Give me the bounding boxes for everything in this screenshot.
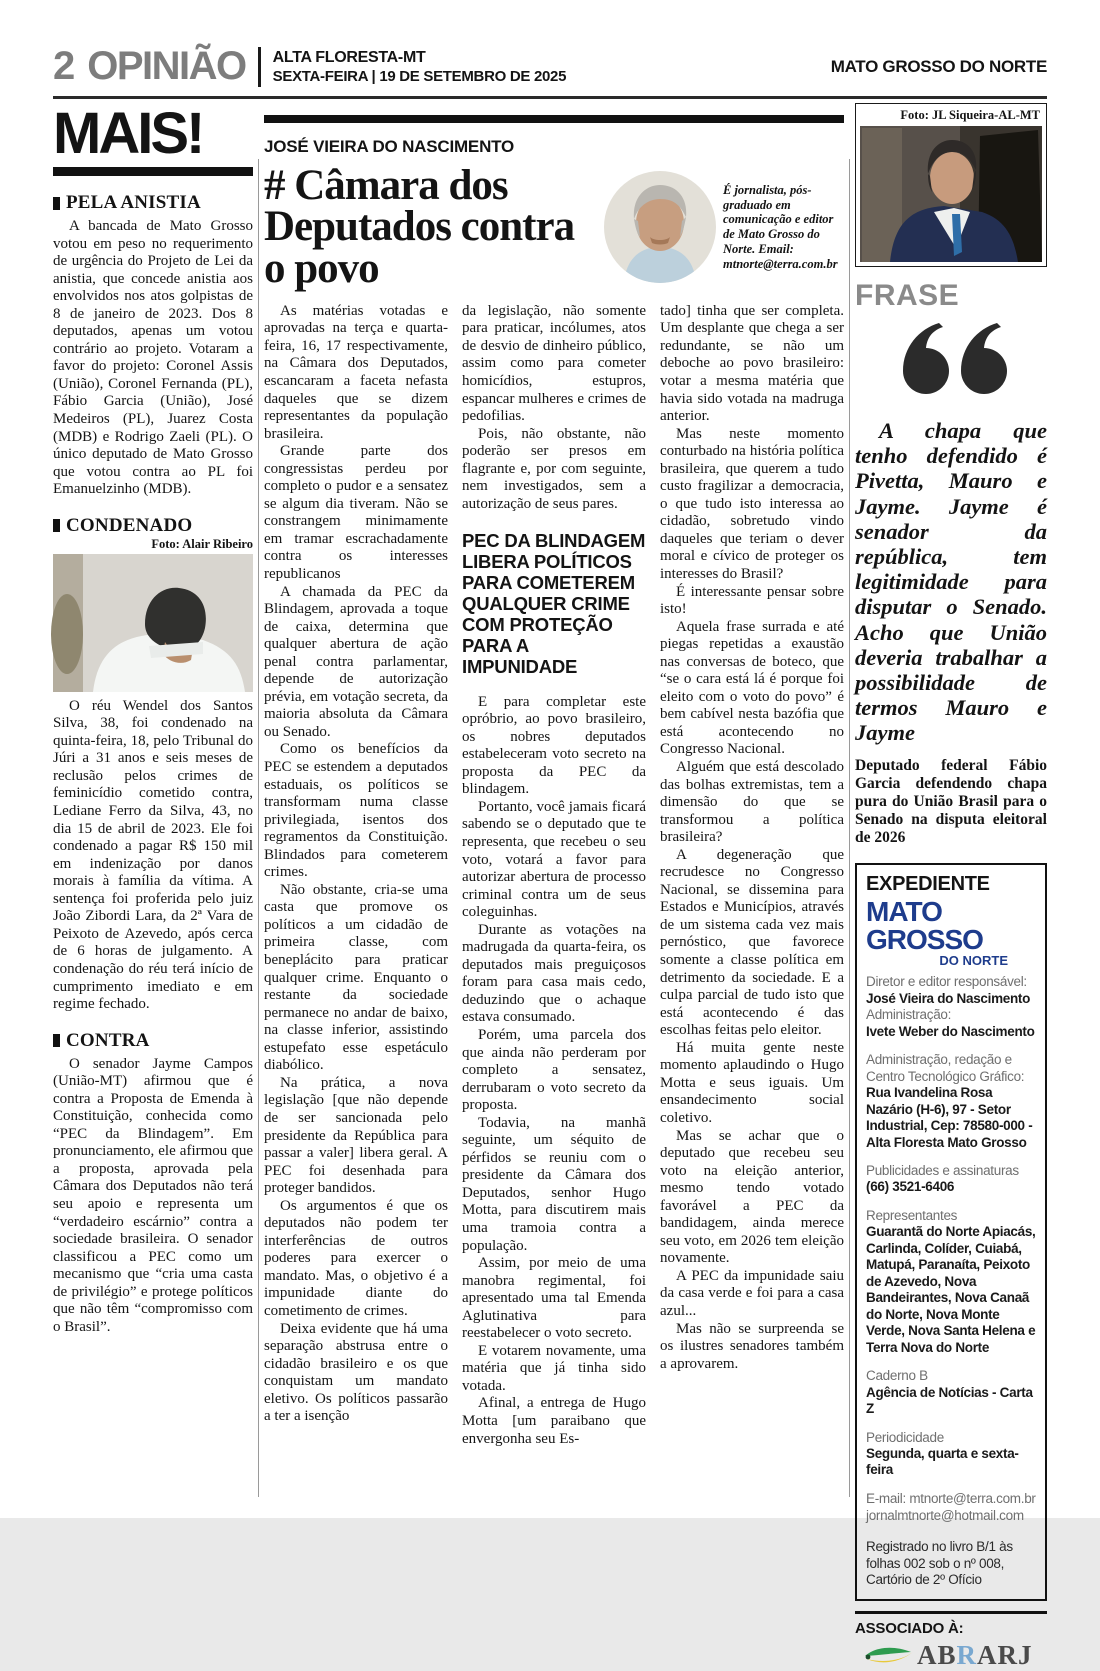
expediente-logo-line1: MATO GROSSO	[866, 896, 983, 956]
expediente-group	[866, 1007, 1036, 1040]
section-title-text: CONDENADO	[66, 514, 193, 536]
expediente-value: José Vieira do Nascimento	[866, 990, 1031, 1006]
mais-rule	[53, 167, 253, 176]
square-bullet-icon	[53, 519, 60, 532]
masthead: MATO GROSSO DO NORTE	[830, 56, 1047, 76]
expediente-label: Representantes	[866, 1207, 958, 1223]
paragraph: A degeneração que recrudesce no Congresso Nacional, se dissemina para Estados e Municípios, através de um sistema cada vez mais pernóstico, que favorece somente a classe política em detrimento da sociedade. E a culpa parcial de tudo isto que está acontecendo é das escolhas feitas pelo eleitor.	[660, 846, 844, 1039]
abrarj-logo	[863, 1640, 1047, 1671]
article-headline: # Câmara dos Deputados contra o povo	[264, 162, 575, 292]
expediente-label: Administração:	[866, 1007, 952, 1023]
paragraph: O réu Wendel dos Santos Silva, 38, foi condenado na quinta-feira, 18, pelo Tribunal do Júri a 31 anos e seis meses de reclusão pelos crimes de feminicídio cometido contra, Lediane Ferro da Silva, 43, no dia 15 de abril de 2023. Ele foi condenado a pagar R$ 150 mil em indenização por danos morais à família da vítima. A sentença foi proferida pelo juiz João Zibordi Lara, da 2ª Vara de Peixoto de Azevedo, após cerca de 6 horas de julgamento. A condenação do réu terá início de cumprimento imediato e em regime fechado.	[53, 697, 253, 1013]
expediente-title: EXPEDIENTE	[866, 873, 990, 896]
paragraph: Na prática, a nova legislação [que não depende de ser sancionada pelo presidente da República para passar a valer] libera geral. A PEC foi desenhada para proteger bandidos.	[264, 1074, 448, 1197]
section-title-text: PELA ANISTIA	[66, 192, 201, 213]
paragraph: Não obstante, cria-se uma casta que promove os políticos a um cidadão de primeira classe, com beneplácito para praticar qualquer crime. Enquanto o restante da sociedade permanece no andar de baixo, na classe inferior, assistindo estupefato esse espetáculo diabólico.	[264, 881, 448, 1074]
square-bullet-icon	[53, 1034, 60, 1047]
paragraph: E-mail: mtnorte@terra.com.br	[866, 1490, 1036, 1506]
expediente-group	[866, 1208, 1036, 1356]
column-divider	[849, 159, 850, 1497]
pela-anistia-body	[53, 218, 253, 499]
paragraph: da legislação, não somente para praticar, incólumes, atos de desvio de dinheiro público, assim como para cometer homicídios, estupros, espancar mulheres e crimes de pedofilias.	[462, 302, 646, 425]
section-title-text: CONTRA	[66, 1029, 150, 1051]
article-col-3	[660, 303, 844, 1448]
paragraph: As matérias votadas e aprovadas na terça e quarta-feira, 16, 17 respectivamente, na Câmara dos Deputados, escancaram a faceta nefasta daqueles que se dizem representantes da população brasileira.	[264, 302, 448, 442]
col2-continuation	[462, 303, 646, 514]
pull-quote-emph: IMPUNIDADE	[462, 655, 578, 677]
expediente-group	[866, 1368, 1036, 1417]
paragraph: E votarem novamente, uma matéria que já tinha sido votada.	[462, 1342, 646, 1394]
paragraph: Pois, não obstante, não poderão ser presos em flagrante e, por com seguinte, nem investigados, sem a autorização de seus pares.	[462, 425, 646, 512]
paragraph: jornalmtnorte@hotmail.com	[866, 1507, 1024, 1523]
paragraph: A PEC da impunidade saiu da casa verde e foi para a casa azul...	[660, 1267, 844, 1319]
expediente-label: Caderno B	[866, 1368, 928, 1384]
expediente-value: Agência de Notícias - Carta Z	[866, 1384, 1033, 1417]
author-block	[604, 171, 845, 283]
mais-brand: MAIS!	[53, 101, 203, 166]
paragraph: Como os benefícios da PEC se estendem a deputados estaduais, os políticos se transformam numa classe privilegiada, isentos dos regramentos da Constituição. Blindados para cometerem crimes.	[264, 741, 448, 881]
section-condenado-title	[53, 515, 253, 537]
col2-rest	[462, 694, 646, 1449]
paragraph: tado] tinha que ser completa. Um desplante que chega a ser redundante, se não um deboche ao povo brasileiro: votar a mesma matéria que havia sido votada na madruga anterior.	[660, 302, 844, 425]
dateline-block	[273, 49, 566, 85]
header-divider	[258, 47, 261, 87]
paragraph: Assim, por meio de uma manobra regimental, foi apresentado uma tal Emenda Aglutinativa para reestabelecer o voto secreto.	[462, 1255, 646, 1342]
expediente-group	[866, 1163, 1036, 1196]
paragraph: A chamada da PEC da Blindagem, aprovada a toque de caixa, determina que qualquer abertura de ação penal contra parlamentar, depende de autorização prévia, em votação secreta, da maioria absoluta da Câmara ou Senado.	[264, 583, 448, 740]
header-rule	[53, 96, 1047, 99]
section-pela-anistia-title	[53, 192, 253, 214]
paragraph: E para completar este opróbrio, ao povo brasileiro, os nobres deputados estabeleceram voto secreto na proposta da PEC da blindagem.	[462, 693, 646, 798]
paragraph: Mas neste momento conturbado na história política brasileira, que querem a tudo custo fragilizar a democracia, o que tudo isto interessa ao cidadão, sobretudo vindo daqueles que teriam o dever moral e cívico de proteger os interesses do Brasil?	[660, 425, 844, 582]
page-columns	[53, 101, 1047, 1671]
contra-body	[53, 1056, 253, 1337]
associado-rule	[855, 1611, 1047, 1614]
square-bullet-icon	[53, 197, 60, 210]
column-divider	[258, 159, 259, 1497]
expediente-logo-line2: DO NORTE	[939, 953, 1008, 969]
main-article	[264, 103, 844, 1507]
page-number: 2	[53, 44, 76, 88]
article-top-rule	[264, 115, 844, 123]
date-line: SEXTA-FEIRA | 19 DE SETEMBRO DE 2025	[272, 67, 567, 85]
pull-quote	[462, 531, 646, 677]
section-contra-title	[53, 1030, 253, 1052]
paragraph: Deixa evidente que há uma separação abstrusa entre o cidadão brasileiro e os que conquistam um mandato eletivo. Os políticos passarão a ter a isenção	[264, 1320, 448, 1425]
expediente-value: Ivete Weber do Nascimento	[866, 1023, 1035, 1039]
pull-quote-middle: DA BLINDAGEM LIBERA POLÍTICOS PARA COMETEREM QUALQUER CRIME COM PROTEÇÃO PARA A	[462, 530, 646, 656]
paragraph: É interessante pensar sobre isto!	[660, 583, 844, 618]
headline-row	[264, 161, 844, 292]
location-line: ALTA FLORESTA-MT	[272, 48, 426, 66]
expediente-registro: Registrado no livro B/1 às folhas 002 sob o nº 008, Cartório de 2º Ofício	[866, 1538, 1013, 1588]
expediente-value: Segunda, quarta e sexta-feira	[866, 1446, 1019, 1478]
paragraph: Mas se achar que o deputado que recebeu seu voto na eleição anterior, mesmo tendo votado favorável a PEC da bandidagem, ainda merece seu voto, em 2026 tem eleição novamente.	[660, 1127, 844, 1267]
condenado-photo	[53, 554, 253, 692]
expediente-value: (66) 3521-6406	[866, 1179, 955, 1195]
paragraph: Aquela frase surrada e até piegas repetidas a exaustão nas conversas de boteco, que “se o cara está lá é porque foi eleito com o voto do povo” é bem cabível nesta bazófia que está acontecendo no Congresso Nacional.	[660, 618, 844, 758]
senator-photo-credit: Foto: JL Siqueira-AL-MT	[900, 108, 1040, 122]
expediente-value: Rua Ivandelina Rosa Nazário (H-6), 97 - Setor Industrial, Cep: 78580-000 - Alta Floresta Mato Grosso	[866, 1085, 1033, 1150]
paragraph: Todavia, na manhã seguinte, um séquito de pérfidos se reuniu com o presidente da Câmara dos Deputados, senhor Hugo Motta, para discutirem mais uma tramoia contra a população.	[462, 1114, 646, 1254]
expediente-label: Administração, redação e Centro Tecnológico Gráfico:	[866, 1052, 1025, 1084]
article-col-1	[264, 303, 448, 1448]
expediente-group	[866, 1052, 1036, 1151]
frase-label: FRASE	[855, 279, 960, 312]
condenado-body	[53, 698, 253, 1014]
abrarj-wordmark: ABRARJ	[917, 1640, 1033, 1671]
paragraph: Portanto, você jamais ficará sabendo se o deputado que te representa, que recebeu o seu voto, votará a favor para autorizar abertura de processo criminal contra um de seus coleguinhas.	[462, 798, 646, 921]
paragraph: Porém, uma parcela dos que ainda não perderam por completo a sensatez, derrubaram o voto secreto da proposta.	[462, 1026, 646, 1114]
paragraph: Há muita gente neste momento aplaudindo o Hugo Motta e seus iguais. Um ensandecimento social coletivo.	[660, 1039, 844, 1126]
page-header	[53, 44, 1047, 89]
paragraph: Durante as votações na madrugada da quarta-feira, os deputados mais preguiçosos foram para casa mais cedo, deduzindo que o achaque estava consumado.	[462, 921, 646, 1026]
abrarj-swoosh-icon	[863, 1643, 915, 1669]
expediente-box	[855, 863, 1047, 1601]
expediente-value: Guarantã do Norte Apiacás, Carlinda, Colíder, Cuiabá, Matupá, Paranaíta, Peixoto de Azevedo, Nova Bandeirantes, Nova Canaã do Norte, Nova Monte Verde, Nova Santa Helena e Terra Nova do Norte	[866, 1224, 1036, 1355]
expediente-group	[866, 1430, 1036, 1479]
frase-attribution: Deputado federal Fábio Garcia defendendo chapa pura do União Brasil para o Senado na disputa eleitoral de 2026	[855, 757, 1047, 847]
expediente-label: Periodicidade	[866, 1429, 944, 1445]
senator-photo-box	[855, 103, 1047, 267]
expediente-email	[866, 1491, 1036, 1525]
right-sidebar	[855, 103, 1047, 1671]
paragraph: Mas não se surpreenda se os ilustres senadores também a aprovarem.	[660, 1320, 844, 1372]
author-bio: É jornalista, pós-graduado em comunicação e editor de Mato Grosso do Norte. Email: mtnorte@terra.com.br	[723, 182, 838, 271]
article-columns	[264, 303, 844, 1448]
article-byline: JOSÉ VIEIRA DO NASCIMENTO	[264, 137, 515, 156]
pull-quote-lead: PEC	[462, 530, 500, 552]
expediente-label: Diretor e editor responsável:	[866, 974, 1027, 990]
expediente-label: Publicidades e assinaturas	[866, 1162, 1019, 1178]
paragraph: O senador Jayme Campos (União-MT) afirmou que é contra a Proposta de Emenda à Constituição, conhecida como “PEC da Blindagem”. Em pronunciamento, ele afirmou que a proposta, aprovada pela Câmara dos Deputados não terá seu apoio e representa um “verdadeiro escárnio” contra a sociedade brasileira. O senador classificou a PEC como um mecanismo que “cria uma casta de privilégio” e protege políticos que não têm “compromisso com o Brasil”.	[53, 1055, 253, 1335]
paragraph: A bancada de Mato Grosso votou em peso no requerimento de urgência do Projeto de Lei da anistia, que concede anistia aos envolvidos nos atos golpistas de 8 de janeiro de 2023. Dos 8 deputados, apenas um votou contrário ao projeto. Votaram a favor do projeto: Coronel Assis (União), Coronel Fernanda (PL), Fábio Garcia (União), José Medeiros (PL), Juarez Costa (MDB) e Rodrigo Zaeli (PL). O único deputado de Mato Grosso que votou contra ao PL foi Emanuelzinho (MDB).	[53, 218, 253, 498]
left-column	[53, 103, 253, 1507]
paragraph: Alguém que está descolado das bolhas extremistas, tem a dimensão do que se transformou a política brasileira?	[660, 759, 844, 846]
paragraph: Os argumentos é que os deputados não podem ter interferências de outros poderes para exercer o mandato. Mas, o objetivo é a impunidade diante do cometimento de crimes.	[264, 1197, 448, 1319]
expediente-group	[866, 974, 1036, 1007]
paragraph: Afinal, a entrega de Hugo Motta [um paraibano que envergonha seu Es-	[462, 1395, 646, 1447]
paragraph: Grande parte dos congressistas perdeu por completo o pudor e a sensatez se algum dia tiveram. Não se constrangem minimamente em tramar escrachadamente contra os interesses republicanos	[264, 443, 448, 582]
article-col-2	[462, 303, 646, 1448]
section-title: OPINIÃO	[87, 44, 246, 88]
open-quote-icon	[893, 319, 1011, 405]
associado-label: ASSOCIADO À:	[855, 1620, 964, 1638]
condenado-photo-credit: Foto: Alair Ribeiro	[151, 536, 253, 551]
author-photo	[604, 171, 716, 283]
frase-quote: A chapa que tenho defendido é Pivetta, Mauro e Jayme. Jayme é senador da república, tem legitimidade para disputar o Senado. Acho que União deveria trabalhar a possibilidade de termos Mauro e Jayme	[855, 418, 1047, 746]
senator-photo	[860, 126, 1042, 262]
